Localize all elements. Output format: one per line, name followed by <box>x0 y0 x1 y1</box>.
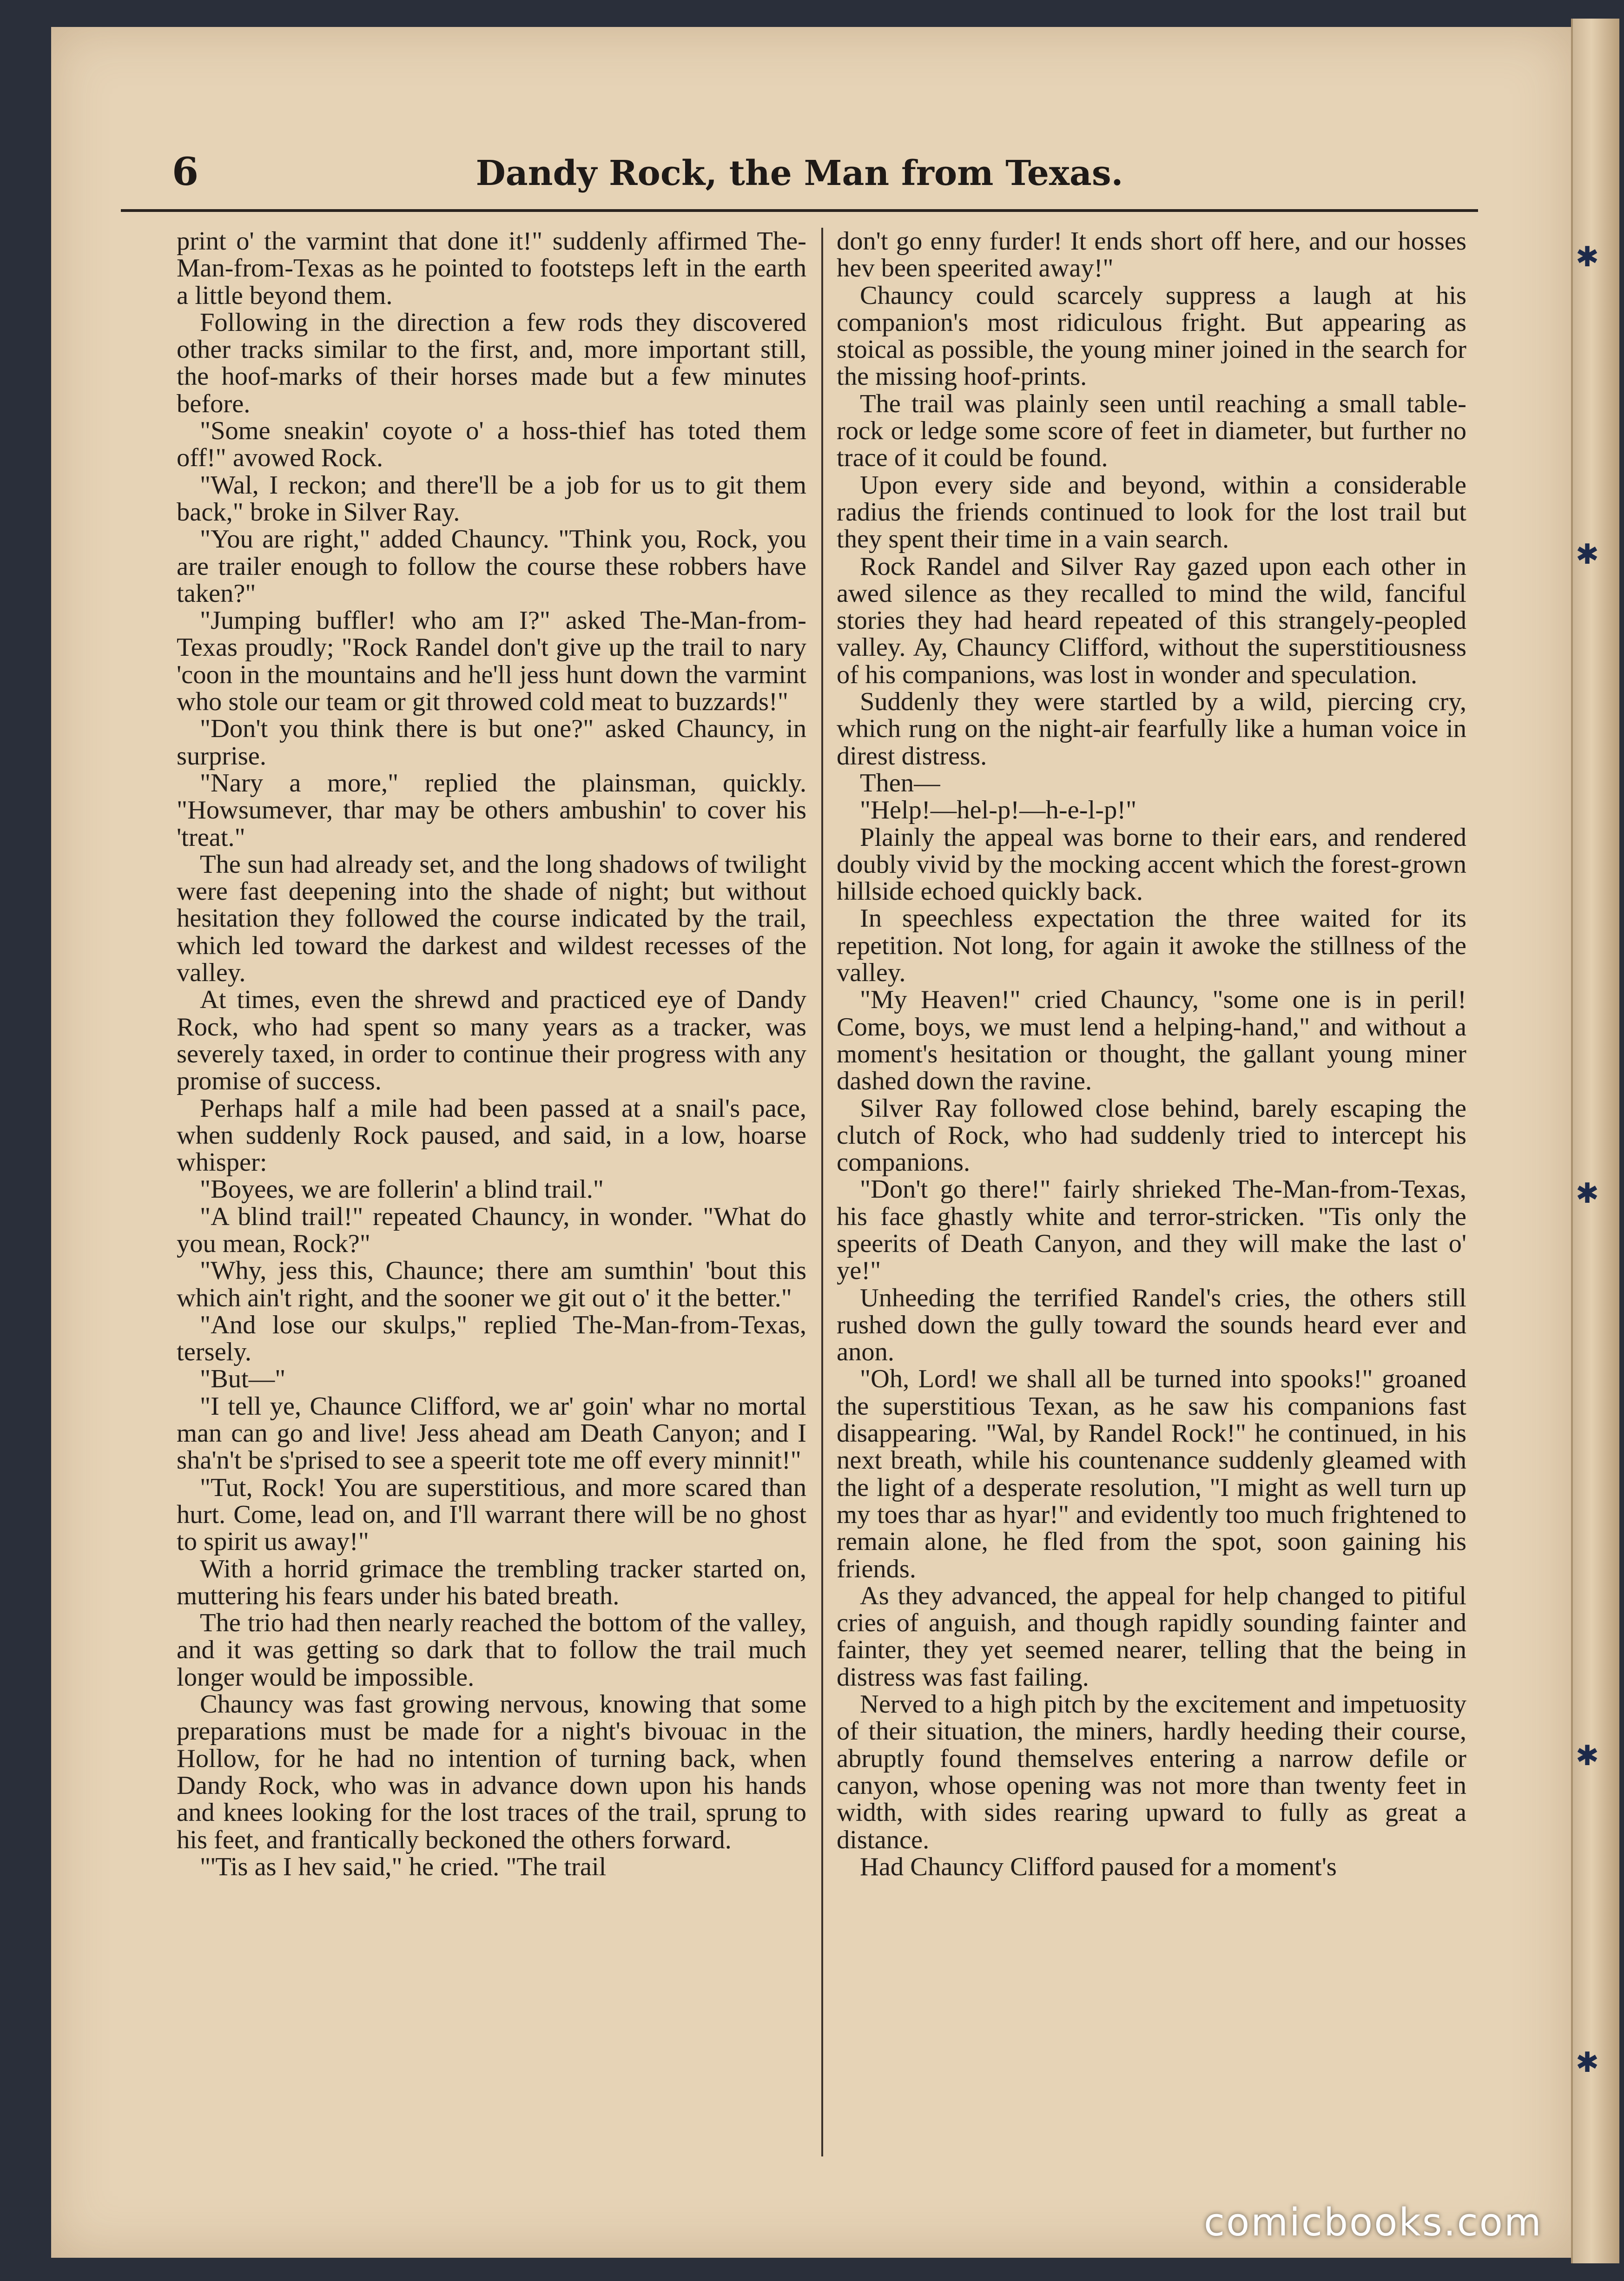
paragraph: Unheeding the terrified Randel's cries, the others still rushed down the gully toward the sounds heard ever and anon. <box>837 1283 1466 1367</box>
paragraph: The sun had already set, and the long shadows of twilight were fast deepening into the shade of night; but without hesitation they followed the course indicated by the trail, which led toward the darkest and wildest recesses of the valley. <box>177 850 806 988</box>
paragraph: "Don't go there!" fairly shrieked The-Man-from-Texas, his face ghastly white and terror-stricken. "Tis only the speerits of Death Canyon, and they will make the last o' ye!" <box>837 1175 1466 1286</box>
page-number: 6 <box>172 150 199 194</box>
paragraph: "Help!—hel-p!—h-e-l-p!" <box>860 796 1137 825</box>
paragraph: Rock Randel and Silver Ray gazed upon each other in awed silence as they recalled to mind the wild, fanciful stories they had heard repeated of this strangely-peopled valley. Ay, Chauncy Clifford, without the superstitiousness of his companions, was lost in wonder and speculation. <box>837 552 1466 689</box>
paragraph: "And lose our skulps," replied The-Man-from-Texas, tersely. <box>177 1310 806 1367</box>
paragraph: "Oh, Lord! we shall all be turned into spooks!" groaned the superstitious Texan, as he saw his companions fast disappearing. "Wal, by Randel Rock!" he continued, in his next breath, while his countenance suddenly gleamed with the light of a desperate resolution, "I might as well turn up my toes thar as hyar!" and evidently too much frightened to remain alone, he fled from the spot, soon gaining his friends. <box>837 1365 1466 1583</box>
paragraph: Nerved to a high pitch by the excitement and impetuosity of their situation, the miners, hardly heeding their course, abruptly found themselves entering a narrow defile or canyon, whose opening was not more than twenty feet in width, with sides rearing upward to fully as great a distance. <box>837 1690 1466 1854</box>
stitch-mark-icon: ✱ <box>1575 538 1599 571</box>
right-column <box>837 228 1466 1880</box>
paragraph: Chauncy could scarcely suppress a laugh at his companion's most ridiculous fright. But appearing as stoical as possible, the young miner joined in the search for the missing hoof-prints. <box>837 281 1466 391</box>
paragraph: Upon every side and beyond, within a considerable radius the friends continued to look for the lost trail but they spent their time in a vain search. <box>837 470 1466 554</box>
running-title: Dandy Rock, the Man from Texas. <box>475 153 1123 193</box>
stitch-mark-icon: ✱ <box>1575 1740 1599 1772</box>
paragraph: Had Chauncy Clifford paused for a moment's <box>860 1852 1337 1881</box>
paragraph: Suddenly they were startled by a wild, piercing cry, which rung on the night-air fearfully like a human voice in direst distress. <box>837 687 1466 771</box>
paragraph: Silver Ray followed close behind, barely escaping the clutch of Rock, who had suddenly tried to intercept his companions. <box>837 1094 1466 1177</box>
paragraph: At times, even the shrewd and practiced eye of Dandy Rock, who had spent so many years as a tracker, was severely taxed, in order to continue their progress with any promise of success. <box>177 985 806 1096</box>
paragraph: "Some sneakin' coyote o' a hoss-thief has toted them off!" avowed Rock. <box>177 416 806 473</box>
paragraph: "My Heaven!" cried Chauncy, "some one is in peril! Come, boys, we must lend a helping-hand," and without a moment's hesitation or thought, the gallant young miner dashed down the ravine. <box>837 985 1466 1096</box>
paragraph: "Jumping buffler! who am I?" asked The-Man-from-Texas proudly; "Rock Randel don't give up the trail to nary 'coon in the mountains and he'll jess hunt down the varmint who stole our team or git throwed cold meat to buzzards!" <box>177 606 806 717</box>
paragraph: "I tell ye, Chaunce Clifford, we ar' goin' whar no mortal man can go and live! Jess ahead am Death Canyon; and I sha'n't be s'prised to see a speerit tote me off every minnit!" <box>177 1391 806 1475</box>
paragraph: Perhaps half a mile had been passed at a snail's pace, when suddenly Rock paused, and said, in a low, hoarse whisper: <box>177 1094 806 1177</box>
paragraph: "But—" <box>200 1365 286 1394</box>
paragraph: The trio had then nearly reached the bottom of the valley, and it was getting so dark that to follow the trail much longer would be impossible. <box>177 1609 806 1692</box>
paragraph: As they advanced, the appeal for help changed to pitiful cries of anguish, and though rapidly sounding fainter and fainter, they yet seemed nearer, telling that the being in distress was fast failing. <box>837 1581 1466 1692</box>
paragraph: Following in the direction a few rods they discovered other tracks similar to the first, and, more important still, the hoof-marks of their horses made but a few minutes before. <box>177 308 806 418</box>
paragraph: "Why, jess this, Chaunce; there am sumthin' 'bout this which ain't right, and the sooner we git out o' it the better." <box>177 1256 806 1312</box>
paragraph: "'Tis as I hev said," he cried. "The trail <box>200 1852 607 1881</box>
paragraph: Chauncy was fast growing nervous, knowing that some preparations must be made for a night's bivouac in the Hollow, for he had no intention of turning back, when Dandy Rock, who was in advance down upon his hands and knees looking for the lost traces of the trail, sprung to his feet, and frantically beckoned the others forward. <box>177 1690 806 1854</box>
paragraph: "Wal, I reckon; and there'll be a job for us to git them back," broke in Silver Ray. <box>177 470 806 527</box>
paragraph: Then— <box>860 768 940 798</box>
paragraph: With a horrid grimace the trembling tracker started on, muttering his fears under his bated breath. <box>177 1554 806 1610</box>
paragraph: In speechless expectation the three waited for its repetition. Not long, for again it awoke the stillness of the valley. <box>837 904 1466 988</box>
paragraph: Plainly the appeal was borne to their ears, and rendered doubly vivid by the mocking accent which the forest-grown hillside echoed quickly back. <box>837 823 1466 906</box>
paragraph: "Tut, Rock! You are superstitious, and more scared than hurt. Come, lead on, and I'll warrant there will be no ghost to spirit us away!" <box>177 1473 806 1556</box>
stitch-mark-icon: ✱ <box>1575 2046 1599 2079</box>
binding-spine <box>1571 19 1619 2263</box>
paragraph: "A blind trail!" repeated Chauncy, in wonder. "What do you mean, Rock?" <box>177 1202 806 1258</box>
paragraph: "Don't you think there is but one?" asked Chauncy, in surprise. <box>177 714 806 771</box>
paragraph: print o' the varmint that done it!" suddenly affirmed The-Man-from-Texas as he pointed to footsteps left in the earth a little beyond them. <box>177 227 806 310</box>
paragraph: "You are right," added Chauncy. "Think you, Rock, you are trailer enough to follow the course these robbers have taken?" <box>177 525 806 608</box>
left-column <box>177 228 806 1880</box>
paragraph: The trail was plainly seen until reaching a small table-rock or ledge some score of feet in diameter, but further no trace of it could be found. <box>837 389 1466 473</box>
paragraph: "Nary a more," replied the plainsman, quickly. "Howsumever, thar may be others ambushin' to cover his 'treat." <box>177 768 806 852</box>
paragraph: don't go enny furder! It ends short off here, and our hosses hev been speerited away!" <box>837 227 1466 283</box>
stitch-mark-icon: ✱ <box>1575 241 1599 273</box>
paragraph: "Boyees, we are follerin' a blind trail." <box>200 1175 604 1204</box>
watermark: comicbooks.com <box>1204 2201 1543 2245</box>
column-divider <box>821 228 823 2156</box>
page-header <box>121 139 1478 212</box>
stitch-mark-icon: ✱ <box>1575 1177 1599 1210</box>
